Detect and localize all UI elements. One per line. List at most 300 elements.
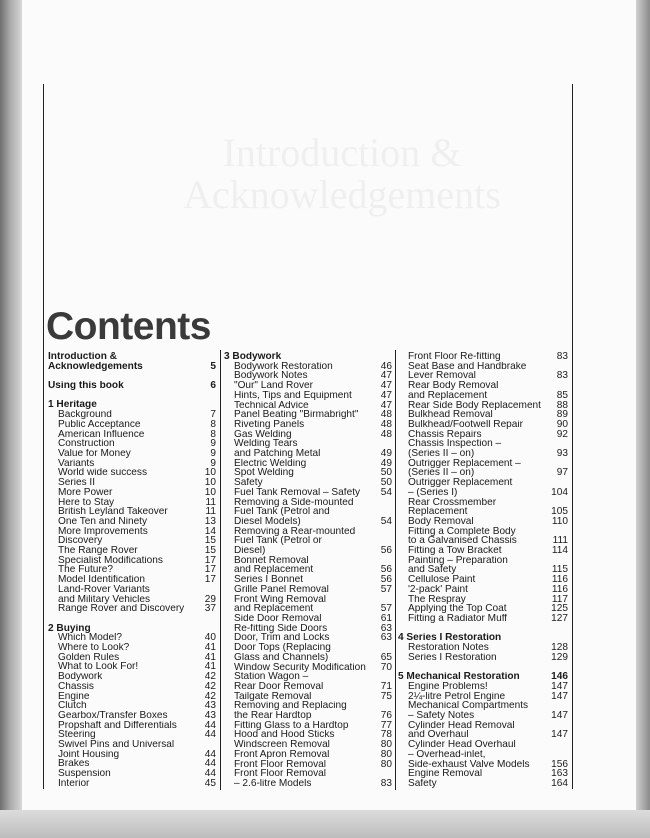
toc-entry-label: Joint Housing [58,749,120,760]
toc-entry [48,585,216,595]
toc-entry [398,750,568,760]
toc-entry [398,575,568,585]
toc-page-number: 78 [380,729,392,741]
toc-entry [224,604,392,614]
toc-entry [224,391,392,401]
toc-entry-label: Side Door Removal [234,613,322,624]
toc-entry-label: Welding Tears [234,439,298,450]
toc-entry-label: Fitting a Tow Bracket [408,546,502,556]
toc-entry-label: Safety [234,478,263,488]
toc-entry-label: Spot Welding [234,468,294,479]
toc-entry [48,527,216,537]
toc-page-number: 83 [380,777,392,789]
toc-entry-label: World wide success [58,468,148,479]
toc-entry [224,769,392,779]
toc-entry-label: Window Security Modification [234,662,366,673]
toc-page-number: 127 [551,612,568,624]
toc-entry [48,556,216,566]
toc-entry [224,701,392,711]
toc-entry-label: Side-exhaust Valve Models [408,759,530,770]
toc-entry-label: Series I Bonnet [234,575,304,585]
toc-entry [224,362,392,372]
toc-entry-label: Rear Door Removal [234,681,324,692]
toc-entry [48,604,216,614]
toc-section-heading [48,352,216,362]
toc-entry [48,633,216,643]
toc-entry [398,556,568,566]
toc-entry-label: Background [58,410,112,420]
toc-entry-label: Hood and Hood Sticks [234,730,335,741]
toc-entry-label: Using this book [48,381,124,391]
toc-page-number: 8 [210,418,216,430]
toc-page-number [370,498,392,508]
toc-entry [48,779,216,789]
toc-entry [48,595,216,605]
toc-entry-label: Suspension [58,769,111,779]
toc-entry [224,556,392,566]
toc-entry-label: Re-fitting Side Doors [234,623,328,634]
toc-entry [224,420,392,430]
toc-entry [398,692,568,702]
toc-entry-label: Discovery [58,536,103,547]
toc-entry-label: Body Removal [408,516,474,527]
page-right-edge [636,0,650,838]
toc-entry [398,468,568,478]
toc-entry [398,565,568,575]
toc-page-number: 97 [556,467,568,479]
toc-entry-label: The Future? [58,565,113,576]
toc-entry-label: and Patching Metal [234,449,321,459]
show-through-heading [132,132,552,216]
toc-page-number: 70 [380,661,392,673]
toc-entry [398,527,568,537]
toc-page-number: 93 [556,448,568,460]
toc-entry [224,672,392,682]
toc-page-number: 83 [556,370,568,382]
toc-entry-label: Chassis [58,681,94,692]
toc-entry-label: Engine Problems! [408,681,488,692]
toc-entry [48,701,216,711]
toc-entry [48,653,216,663]
toc-entry-label: Front Floor Re-fitting [408,352,501,362]
toc-entry-label: Technical Advice [234,400,309,411]
toc-entry-label: Public Acceptance [58,419,141,430]
toc-entry-label: Applying the Top Coat [408,604,507,614]
toc-entry-label: '2-pack' Paint [408,584,468,595]
toc-page-number: 48 [380,409,392,421]
toc-entry-label: Rear Body Removal [408,381,499,391]
toc-entry-label: More Improvements [58,526,148,537]
toc-entry-label: Chassis Inspection – [408,439,502,450]
toc-entry [224,430,392,440]
toc-page-number: 7 [210,409,216,421]
toc-entry [48,439,216,449]
toc-entry [48,488,216,498]
toc-entry [48,759,216,769]
toc-entry-label: 3 Bodywork [224,352,282,362]
toc-entry-label: Gearbox/Transfer Boxes [58,710,168,721]
toc-entry-label: 5 Mechanical Restoration [398,672,520,682]
toc-entry [48,449,216,459]
toc-page-number: 89 [556,409,568,421]
toc-entry-label: Replacement [408,507,468,517]
toc-entry [224,410,392,420]
toc-page-number: 44 [204,758,216,770]
toc-entry [48,750,216,760]
toc-entry [224,536,392,546]
toc-entry [224,517,392,527]
toc-entry [224,546,392,556]
left-column-rule [43,84,44,789]
toc-entry [224,575,392,585]
toc-entry [398,507,568,517]
toc-entry-label: "Our" Land Rover [234,381,313,391]
toc-entry-label: (Series II – on) [408,449,475,459]
section-spacer [48,614,216,624]
toc-entry-label: Hints, Tips and Equipment [234,390,352,401]
toc-page-number: 147 [551,680,568,692]
toc-page-number: 8 [210,428,216,440]
toc-entry-label: Front Floor Removal [234,769,326,779]
toc-entry-label: Cylinder Head Overhaul [408,740,516,750]
toc-page-number: 15 [204,535,216,547]
toc-entry-label: Interior [58,778,90,789]
toc-entry-label: Engine Removal [408,769,483,779]
toc-entry [224,401,392,411]
toc-entry-label: Diesel) [234,546,266,556]
toc-entry [48,692,216,702]
toc-page-number: 147 [551,709,568,721]
toc-page-number: 44 [204,768,216,780]
toc-entry-label: What to Look For! [58,662,139,673]
toc-entry [224,643,392,653]
toc-entry-label: and Safety [408,565,457,576]
toc-page-number: 90 [556,418,568,430]
toc-entry-label: Propshaft and Differentials [58,720,177,731]
toc-entry [398,449,568,459]
toc-page-number: 17 [204,574,216,586]
toc-entry-label: Bonnet Removal [234,555,309,566]
toc-section-heading [48,624,216,634]
toc-entry-label: Series II [58,478,96,488]
toc-entry [224,507,392,517]
toc-entry-label: Station Wagon – [234,672,309,682]
toc-page-number: 50 [380,467,392,479]
toc-page-number: 146 [551,671,568,683]
toc-entry [48,468,216,478]
toc-entry-label: Cellulose Paint [408,575,476,585]
toc-entry [398,653,568,663]
toc-page-number: 147 [551,729,568,741]
page-bottom-edge [0,810,650,838]
toc-entry [398,760,568,770]
toc-entry [398,546,568,556]
toc-entry [48,478,216,488]
toc-entry-label: Removing and Replacing [234,701,347,712]
toc-entry-label: Front Apron Removal [234,749,330,760]
toc-entry-label: Bulkhead/Footwell Repair [408,419,524,430]
toc-entry-label: Steering [58,730,96,741]
toc-page-number: 80 [380,748,392,760]
toc-entry-label: Front Floor Removal [234,759,326,770]
toc-entry [48,740,216,750]
toc-section-heading [48,400,216,410]
toc-entry-label: – (Series I) [408,487,458,498]
toc-page-number: 9 [210,448,216,459]
toc-entry-label: Glass and Channels) [234,652,329,663]
toc-entry [48,498,216,508]
toc-page-number: 129 [551,651,568,663]
toc-entry-label: Value for Money [58,449,131,459]
toc-entry-label: One Ten and Ninety [58,516,148,527]
toc-entry-label: 2¼-litre Petrol Engine [408,691,506,702]
toc-entry [398,439,568,449]
toc-entry-label: Clutch [58,701,87,711]
toc-entry-label: Panel Beating "Birmabright" [234,410,359,420]
toc-entry [224,730,392,740]
toc-page-number: 9 [210,457,216,469]
toc-page-number [546,740,568,750]
toc-entry-label: 2 Buying [48,623,91,634]
toc-entry [48,565,216,575]
toc-entry-label: Safety [408,778,437,789]
toc-entry-label: Outrigger Replacement [408,478,513,488]
toc-entry-label: Restoration Notes [408,643,489,653]
toc-page-number: 41 [204,661,216,673]
toc-entry [224,478,392,488]
toc-section-heading [398,672,568,682]
toc-page-number: 80 [380,758,392,770]
toc-entry [224,750,392,760]
toc-entry [48,430,216,440]
toc-entry-label: and Replacement [408,390,488,401]
toc-entry-label: Bodywork Restoration [234,361,333,372]
book-spine-shadow [0,0,22,838]
toc-page-number: 88 [556,399,568,411]
toc-entry [398,371,568,381]
toc-page-number: 37 [204,603,216,615]
toc-entry [48,682,216,692]
toc-entry [398,488,568,498]
toc-entry-label: to a Galvanised Chassis [408,536,517,547]
toc-page-number: 147 [551,690,568,702]
toc-page-number: 56 [380,564,392,576]
toc-page-number: 104 [551,486,568,498]
toc-entry [48,575,216,585]
toc-page-number: 14 [204,525,216,537]
toc-page-number: 77 [380,719,392,731]
contents-column-1 [48,352,216,789]
toc-entry [48,711,216,721]
toc-page-number: 49 [380,448,392,460]
toc-entry [224,614,392,624]
toc-page-number: 11 [205,496,216,508]
toc-entry-label: Tailgate Removal [234,691,312,702]
toc-entry [224,585,392,595]
toc-page-number: 61 [380,612,392,624]
toc-entry [224,439,392,449]
toc-entry [398,682,568,692]
toc-entry-label: Removing a Side-mounted [234,497,354,508]
toc-entry [224,595,392,605]
toc-entry-label: Acknowledgements [48,361,143,372]
toc-entry [398,701,568,711]
toc-page-number: 80 [380,739,392,751]
toc-entry-label: Variants [58,458,95,469]
toc-page-number: 47 [380,399,392,411]
toc-page-number: 48 [380,428,392,440]
toc-page-number: 156 [551,758,568,770]
toc-entry [224,624,392,634]
toc-page-number: 105 [551,506,568,518]
toc-entry [224,527,392,537]
toc-entry [398,536,568,546]
toc-entry-label: Bodywork Notes [234,371,308,382]
toc-page-number: 10 [204,467,216,479]
toc-entry-label: Lever Removal [408,371,476,382]
toc-entry [224,459,392,469]
toc-entry-label: Removing a Rear-mounted [234,526,356,537]
toc-entry-label: Range Rover and Discovery [58,604,185,614]
show-through-line-1 [132,132,552,174]
toc-entry-label: 1 Heritage [48,400,97,411]
toc-entry [48,546,216,556]
toc-entry [398,595,568,605]
toc-page-number: 42 [204,671,216,683]
toc-entry [398,779,568,789]
toc-entry [224,779,392,789]
toc-entry [398,478,568,488]
toc-entry-label: Electric Welding [234,458,307,469]
toc-entry-label: and Overhaul [408,730,469,741]
toc-entry [48,410,216,420]
toc-entry [48,420,216,430]
toc-entry [48,459,216,469]
toc-entry-label: Diesel Models) [234,516,301,527]
toc-page-number: 128 [551,642,568,654]
toc-page-number: 44 [204,748,216,760]
toc-page-number: 114 [551,545,568,557]
toc-entry-label: Outrigger Replacement – [408,458,521,469]
toc-entry-label: More Power [58,487,113,498]
toc-entry-label: 4 Series I Restoration [398,633,502,644]
toc-entry [224,488,392,498]
toc-entry-label: (Series II – on) [408,468,475,479]
toc-entry-label: Rear Crossmember [408,497,497,508]
toc-entry [224,468,392,478]
toc-page-number: 49 [380,457,392,469]
toc-page-number: 111 [552,535,568,547]
toc-page-number: 43 [204,700,216,712]
middle-column-rule-2 [395,350,396,790]
toc-page-number: 76 [380,710,392,722]
toc-page-number: 47 [380,389,392,401]
toc-entry [398,721,568,731]
toc-page-number: 45 [204,777,216,789]
toc-entry-label: and Replacement [234,604,314,614]
toc-page-number: 17 [204,554,216,566]
toc-entry-label: Door, Trim and Locks [234,633,330,644]
toc-entry-label: Gas Welding [234,429,292,440]
toc-page-number: 5 [210,360,216,372]
show-through-line-2 [132,174,552,216]
toc-entry-label: Painting – Preparation [408,555,508,566]
toc-entry-label: Fitting a Complete Body [408,526,516,537]
toc-entry [48,662,216,672]
toc-entry [224,381,392,391]
toc-entry [398,614,568,624]
toc-entry [224,449,392,459]
toc-entry [224,653,392,663]
toc-entry-label: Which Model? [58,633,122,644]
toc-page-number [370,527,392,537]
toc-entry-label: Fitting a Radiator Muff [408,613,508,624]
toc-entry-label: and Military Vehicles [58,594,151,605]
toc-page-number: 54 [380,515,392,527]
toc-page-number: 71 [380,680,392,692]
toc-entry-label: Door Tops (Replacing [234,643,331,653]
toc-page-number: 92 [556,428,568,440]
toc-entry-label: Series I Restoration [408,652,497,663]
toc-entry-label: Fuel Tank (Petrol or [234,536,322,547]
toc-entry [398,604,568,614]
toc-section-heading [224,352,392,362]
toc-page-number: 117 [551,593,568,605]
toc-page-number: 65 [380,651,392,663]
toc-page-number: 75 [380,690,392,702]
toc-page-number: 110 [551,515,568,527]
toc-entry [48,517,216,527]
contents-column-2 [224,352,392,789]
toc-entry-label: Golden Rules [58,652,120,663]
toc-entry [398,410,568,420]
toc-entry-label: Mechanical Compartments [408,701,529,711]
toc-page-number: 41 [204,651,216,663]
toc-page-number: 56 [380,545,392,557]
toc-entry-label: the Rear Hardtop [234,711,312,721]
toc-page-number: 41 [204,642,216,654]
section-spacer [48,371,216,381]
toc-page-number: 116 [551,574,568,586]
contents-column-3 [398,352,568,789]
toc-entry [398,430,568,440]
toc-page-number: 56 [380,574,392,586]
toc-page-number: 9 [210,438,216,450]
toc-entry [224,371,392,381]
page-title: Contents [46,305,211,348]
toc-page-number: 42 [204,680,216,692]
toc-entry-label: Engine [58,691,90,702]
toc-entry [398,381,568,391]
right-column-rule [572,84,573,789]
toc-entry-label: – Safety Notes [408,710,475,721]
toc-entry-label: – 2.6-litre Models [234,778,312,789]
toc-entry-label: Here to Stay [58,497,115,508]
toc-entry [224,682,392,692]
toc-page-number: 115 [551,564,568,576]
toc-entry [398,401,568,411]
toc-entry [398,711,568,721]
toc-entry [398,740,568,750]
toc-entry-label: Fitting Glass to a Hardtop [234,720,349,731]
toc-entry-label: Swivel Pins and Universal [58,740,175,750]
toc-page-number: 47 [380,380,392,392]
toc-entry-label: Introduction & [48,352,117,362]
toc-entry [48,672,216,682]
toc-page-number: 44 [204,729,216,741]
toc-entry [48,536,216,546]
toc-page-number: 10 [204,486,216,498]
